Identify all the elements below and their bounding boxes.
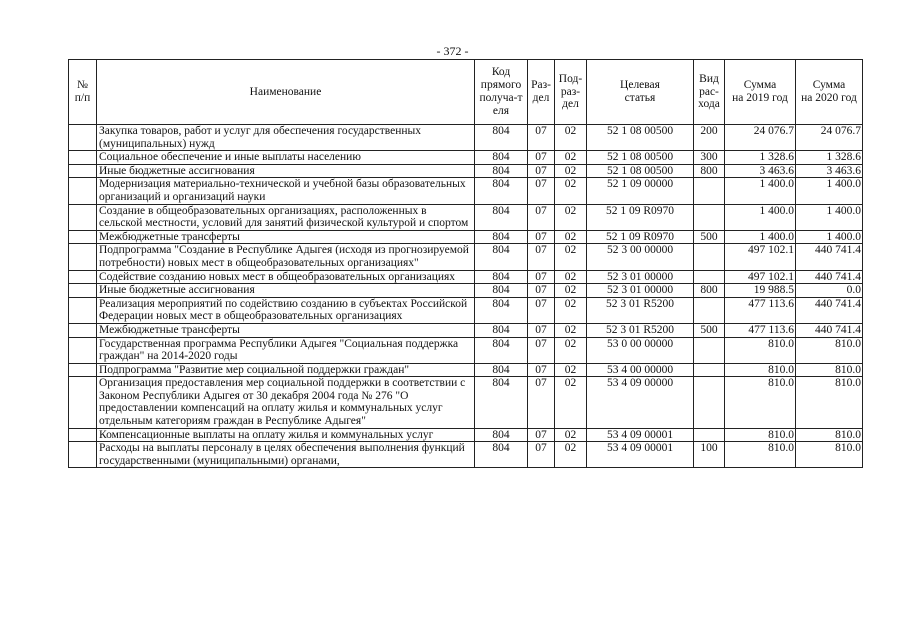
row-expense: 800 bbox=[694, 284, 725, 298]
row-subsection: 02 bbox=[555, 270, 587, 284]
row-section: 07 bbox=[528, 164, 555, 178]
row-sum-2019: 1 400.0 bbox=[725, 204, 796, 230]
row-num bbox=[69, 230, 97, 244]
row-target: 53 0 00 00000 bbox=[587, 337, 694, 363]
row-num bbox=[69, 151, 97, 165]
header-subsection: Под- раз- дел bbox=[555, 60, 587, 125]
row-target: 53 4 09 00000 bbox=[587, 377, 694, 428]
row-expense: 200 bbox=[694, 125, 725, 151]
row-target: 52 3 01 00000 bbox=[587, 270, 694, 284]
row-num bbox=[69, 204, 97, 230]
row-num bbox=[69, 337, 97, 363]
row-sum-2019: 810.0 bbox=[725, 377, 796, 428]
row-sum-2019: 810.0 bbox=[725, 442, 796, 468]
table-row bbox=[69, 363, 863, 377]
row-section: 07 bbox=[528, 442, 555, 468]
row-target: 53 4 09 00001 bbox=[587, 428, 694, 442]
row-code: 804 bbox=[475, 244, 528, 270]
row-name: Иные бюджетные ассигнования bbox=[97, 164, 475, 178]
row-num bbox=[69, 125, 97, 151]
table-row bbox=[69, 204, 863, 230]
row-name: Расходы на выплаты персоналу в целях обеспечения выполнения функций государственными (муниципальными) органами, bbox=[97, 442, 475, 468]
row-expense bbox=[694, 428, 725, 442]
row-code: 804 bbox=[475, 377, 528, 428]
table-body bbox=[69, 125, 863, 468]
row-sum-2019: 24 076.7 bbox=[725, 125, 796, 151]
row-subsection: 02 bbox=[555, 151, 587, 165]
table-row bbox=[69, 297, 863, 323]
header-row bbox=[69, 60, 863, 125]
row-name: Подпрограмма "Создание в Республике Адыгея (исходя из прогнозируемой потребности) новых мест в общеобразовательных организациях" bbox=[97, 244, 475, 270]
row-sum-2020: 810.0 bbox=[796, 377, 863, 428]
row-section: 07 bbox=[528, 230, 555, 244]
header-section: Раз- дел bbox=[528, 60, 555, 125]
row-code: 804 bbox=[475, 151, 528, 165]
row-target: 52 1 09 R0970 bbox=[587, 204, 694, 230]
row-sum-2020: 440 741.4 bbox=[796, 270, 863, 284]
header-name: Наименование bbox=[97, 60, 475, 125]
row-target: 52 1 08 00500 bbox=[587, 151, 694, 165]
row-expense: 100 bbox=[694, 442, 725, 468]
budget-table bbox=[68, 59, 863, 468]
row-expense: 800 bbox=[694, 164, 725, 178]
header-sum-2020: Сумма на 2020 год bbox=[796, 60, 863, 125]
row-name: Модернизация материально-технической и учебной базы образовательных организаций и организаций науки bbox=[97, 178, 475, 204]
row-name: Реализация мероприятий по содействию созданию в субъектах Российской Федерации новых мест в общеобразовательных организациях bbox=[97, 297, 475, 323]
row-subsection: 02 bbox=[555, 178, 587, 204]
row-code: 804 bbox=[475, 230, 528, 244]
row-section: 07 bbox=[528, 428, 555, 442]
header-code: Код прямого получа-т еля bbox=[475, 60, 528, 125]
header-sum-2019: Сумма на 2019 год bbox=[725, 60, 796, 125]
row-subsection: 02 bbox=[555, 125, 587, 151]
row-expense bbox=[694, 337, 725, 363]
row-code: 804 bbox=[475, 125, 528, 151]
row-subsection: 02 bbox=[555, 244, 587, 270]
row-expense: 500 bbox=[694, 323, 725, 337]
row-subsection: 02 bbox=[555, 337, 587, 363]
header-target: Целевая статья bbox=[587, 60, 694, 125]
row-expense: 500 bbox=[694, 230, 725, 244]
row-section: 07 bbox=[528, 323, 555, 337]
row-target: 52 1 08 00500 bbox=[587, 164, 694, 178]
table-row bbox=[69, 270, 863, 284]
row-num bbox=[69, 363, 97, 377]
row-expense bbox=[694, 178, 725, 204]
row-sum-2020: 0.0 bbox=[796, 284, 863, 298]
row-section: 07 bbox=[528, 178, 555, 204]
row-code: 804 bbox=[475, 178, 528, 204]
row-code: 804 bbox=[475, 363, 528, 377]
row-sum-2020: 810.0 bbox=[796, 337, 863, 363]
row-num bbox=[69, 297, 97, 323]
row-num bbox=[69, 442, 97, 468]
row-subsection: 02 bbox=[555, 428, 587, 442]
row-expense: 300 bbox=[694, 151, 725, 165]
row-sum-2020: 440 741.4 bbox=[796, 323, 863, 337]
row-sum-2019: 3 463.6 bbox=[725, 164, 796, 178]
row-section: 07 bbox=[528, 151, 555, 165]
row-sum-2020: 810.0 bbox=[796, 442, 863, 468]
row-sum-2020: 1 400.0 bbox=[796, 204, 863, 230]
row-sum-2019: 1 400.0 bbox=[725, 230, 796, 244]
row-expense bbox=[694, 270, 725, 284]
row-code: 804 bbox=[475, 204, 528, 230]
row-num bbox=[69, 377, 97, 428]
header-expense: Вид рас- хода bbox=[694, 60, 725, 125]
row-subsection: 02 bbox=[555, 230, 587, 244]
row-name: Содействие созданию новых мест в общеобразовательных организациях bbox=[97, 270, 475, 284]
table-row bbox=[69, 178, 863, 204]
table-row bbox=[69, 244, 863, 270]
table-row bbox=[69, 323, 863, 337]
row-section: 07 bbox=[528, 244, 555, 270]
row-num bbox=[69, 164, 97, 178]
row-section: 07 bbox=[528, 270, 555, 284]
row-code: 804 bbox=[475, 297, 528, 323]
row-sum-2020: 1 328.6 bbox=[796, 151, 863, 165]
row-name: Подпрограмма "Развитие мер социальной поддержки граждан" bbox=[97, 363, 475, 377]
row-sum-2019: 810.0 bbox=[725, 337, 796, 363]
row-section: 07 bbox=[528, 337, 555, 363]
row-section: 07 bbox=[528, 297, 555, 323]
row-sum-2020: 3 463.6 bbox=[796, 164, 863, 178]
row-expense bbox=[694, 297, 725, 323]
row-code: 804 bbox=[475, 270, 528, 284]
row-sum-2020: 810.0 bbox=[796, 363, 863, 377]
row-sum-2020: 440 741.4 bbox=[796, 244, 863, 270]
row-section: 07 bbox=[528, 363, 555, 377]
row-code: 804 bbox=[475, 323, 528, 337]
table-row bbox=[69, 337, 863, 363]
row-code: 804 bbox=[475, 164, 528, 178]
row-target: 52 1 09 00000 bbox=[587, 178, 694, 204]
table-row bbox=[69, 284, 863, 298]
row-num bbox=[69, 244, 97, 270]
row-target: 52 1 09 R0970 bbox=[587, 230, 694, 244]
row-sum-2020: 810.0 bbox=[796, 428, 863, 442]
row-num bbox=[69, 178, 97, 204]
row-name: Создание в общеобразовательных организациях, расположенных в сельской местности, условий для занятий физической культурой и спортом bbox=[97, 204, 475, 230]
row-num bbox=[69, 428, 97, 442]
row-target: 53 4 00 00000 bbox=[587, 363, 694, 377]
table-row bbox=[69, 125, 863, 151]
row-expense bbox=[694, 377, 725, 428]
row-sum-2019: 1 400.0 bbox=[725, 178, 796, 204]
row-sum-2020: 24 076.7 bbox=[796, 125, 863, 151]
row-name: Компенсационные выплаты на оплату жилья и коммунальных услуг bbox=[97, 428, 475, 442]
row-sum-2019: 810.0 bbox=[725, 363, 796, 377]
row-subsection: 02 bbox=[555, 297, 587, 323]
row-code: 804 bbox=[475, 428, 528, 442]
row-name: Межбюджетные трансферты bbox=[97, 230, 475, 244]
row-sum-2020: 1 400.0 bbox=[796, 230, 863, 244]
row-sum-2020: 1 400.0 bbox=[796, 178, 863, 204]
row-section: 07 bbox=[528, 125, 555, 151]
row-sum-2019: 477 113.6 bbox=[725, 297, 796, 323]
row-code: 804 bbox=[475, 442, 528, 468]
row-subsection: 02 bbox=[555, 164, 587, 178]
row-sum-2020: 440 741.4 bbox=[796, 297, 863, 323]
row-subsection: 02 bbox=[555, 323, 587, 337]
row-target: 52 3 01 R5200 bbox=[587, 323, 694, 337]
row-target: 52 3 00 00000 bbox=[587, 244, 694, 270]
row-subsection: 02 bbox=[555, 204, 587, 230]
row-name: Государственная программа Республики Адыгея "Социальная поддержка граждан" на 2014-2020 годы bbox=[97, 337, 475, 363]
row-name: Закупка товаров, работ и услуг для обеспечения государственных (муниципальных) нужд bbox=[97, 125, 475, 151]
row-target: 53 4 09 00001 bbox=[587, 442, 694, 468]
row-section: 07 bbox=[528, 377, 555, 428]
row-sum-2019: 497 102.1 bbox=[725, 270, 796, 284]
row-name: Иные бюджетные ассигнования bbox=[97, 284, 475, 298]
row-sum-2019: 497 102.1 bbox=[725, 244, 796, 270]
row-name: Межбюджетные трансферты bbox=[97, 323, 475, 337]
table-row bbox=[69, 151, 863, 165]
table-row bbox=[69, 230, 863, 244]
row-subsection: 02 bbox=[555, 442, 587, 468]
table-header bbox=[69, 60, 863, 125]
row-expense bbox=[694, 204, 725, 230]
table-row bbox=[69, 428, 863, 442]
row-section: 07 bbox=[528, 284, 555, 298]
row-expense bbox=[694, 363, 725, 377]
row-sum-2019: 810.0 bbox=[725, 428, 796, 442]
row-name: Социальное обеспечение и иные выплаты населению bbox=[97, 151, 475, 165]
row-subsection: 02 bbox=[555, 377, 587, 428]
table-row bbox=[69, 377, 863, 428]
row-target: 52 3 01 00000 bbox=[587, 284, 694, 298]
row-subsection: 02 bbox=[555, 284, 587, 298]
row-code: 804 bbox=[475, 284, 528, 298]
row-subsection: 02 bbox=[555, 363, 587, 377]
row-sum-2019: 19 988.5 bbox=[725, 284, 796, 298]
row-section: 07 bbox=[528, 204, 555, 230]
row-name: Организация предоставления мер социальной поддержки в соответствии с Законом Республики Адыгея от 30 декабря 2004 года № 276 "О предоставлении компенсаций на оплату жилья и коммунальных услуг отдельным категориям граждан в Республике Адыгея" bbox=[97, 377, 475, 428]
header-num: № п/п bbox=[69, 60, 97, 125]
row-target: 52 1 08 00500 bbox=[587, 125, 694, 151]
row-sum-2019: 477 113.6 bbox=[725, 323, 796, 337]
row-code: 804 bbox=[475, 337, 528, 363]
row-num bbox=[69, 323, 97, 337]
row-target: 52 3 01 R5200 bbox=[587, 297, 694, 323]
table-row bbox=[69, 442, 863, 468]
row-expense bbox=[694, 244, 725, 270]
table-row bbox=[69, 164, 863, 178]
page-number: - 372 - bbox=[436, 44, 469, 58]
row-num bbox=[69, 270, 97, 284]
row-num bbox=[69, 284, 97, 298]
row-sum-2019: 1 328.6 bbox=[725, 151, 796, 165]
